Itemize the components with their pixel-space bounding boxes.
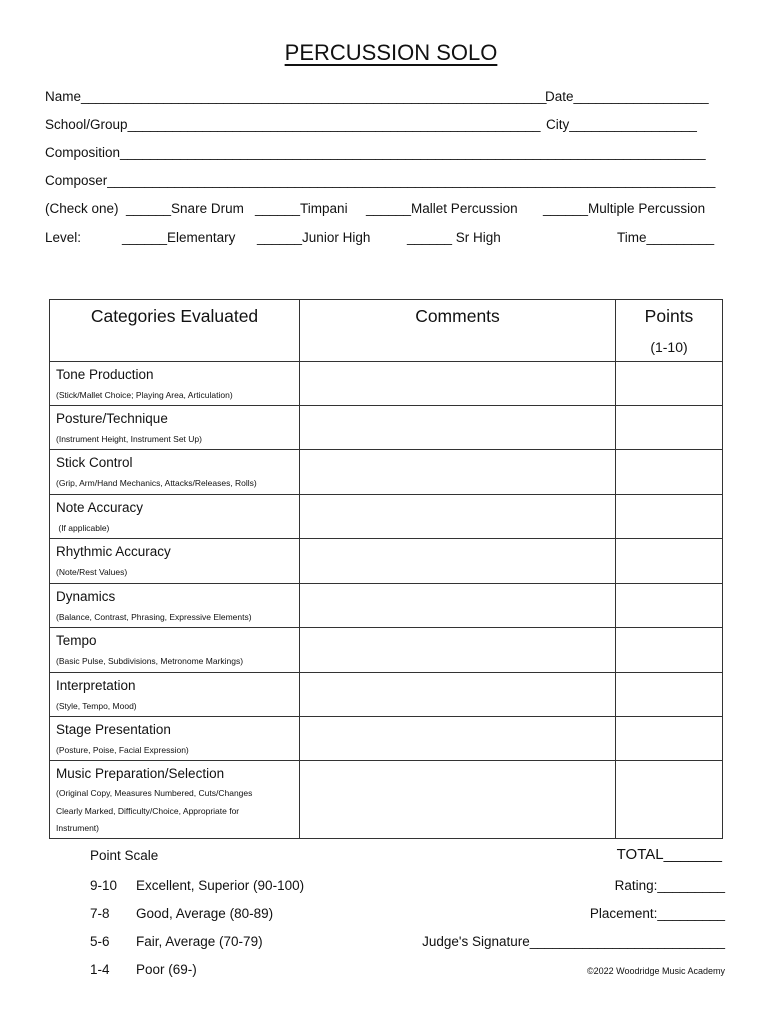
category-desc: (Instrument Height, Instrument Set Up) [56, 434, 202, 444]
option-timpani[interactable]: ______Timpani [255, 201, 348, 216]
composition-label: Composition [45, 145, 121, 160]
header-comments: Comments [300, 300, 616, 362]
city-line: _________________ [569, 117, 697, 132]
category-desc: (Balance, Contrast, Phrasing, Expressive Elements) [56, 612, 252, 622]
level-elementary[interactable]: ______Elementary [122, 230, 236, 245]
table-row [50, 673, 723, 717]
school-label: School/Group [45, 117, 128, 132]
category-desc: (If applicable) [56, 523, 110, 533]
scale-label: Excellent, Superior (90-100) [136, 878, 305, 893]
comments-cell[interactable] [300, 406, 616, 450]
comments-cell[interactable] [300, 539, 616, 584]
comments-cell[interactable] [300, 717, 616, 761]
comments-cell[interactable] [300, 761, 616, 839]
category-cell [50, 539, 300, 584]
header-categories: Categories Evaluated [50, 300, 300, 362]
category-name: Posture/Technique [56, 411, 168, 426]
scale-range: 5-6 [90, 934, 110, 949]
category-desc: (Posture, Poise, Facial Expression) [56, 745, 189, 755]
composer-label: Composer [45, 173, 108, 188]
table-row [50, 450, 723, 495]
date-label: Date [545, 89, 574, 104]
name-line: ______________________________________________________________ [81, 89, 547, 104]
time-label: Time [617, 230, 647, 245]
city-label: City [546, 117, 570, 132]
scale-label: Poor (69-) [136, 962, 197, 977]
points-cell[interactable] [616, 450, 723, 495]
points-cell[interactable] [616, 761, 723, 839]
table-row [50, 406, 723, 450]
level-label: Level: [45, 230, 82, 245]
composer-field[interactable] [45, 173, 715, 188]
points-cell[interactable] [616, 539, 723, 584]
level-junior-high[interactable]: ______Junior High [257, 230, 371, 245]
time-field[interactable] [617, 230, 714, 245]
judge-signature-field[interactable]: Judge's Signature__________________________ [422, 934, 725, 949]
comments-cell[interactable] [300, 495, 616, 539]
city-field[interactable] [546, 117, 697, 132]
check-label: (Check one) [45, 201, 119, 216]
points-cell[interactable] [616, 628, 723, 673]
scale-range: 1-4 [90, 962, 110, 977]
level-sr-high[interactable]: ______ Sr High [407, 230, 501, 245]
category-name: Music Preparation/Selection [56, 766, 225, 781]
category-name: Stick Control [56, 455, 133, 470]
category-cell [50, 584, 300, 628]
scale-range: 9-10 [90, 878, 118, 893]
category-desc: (Note/Rest Values) [56, 567, 128, 577]
option-multiple-percussion[interactable]: ______Multiple Percussion [543, 201, 706, 216]
comments-cell[interactable] [300, 362, 616, 406]
comments-cell[interactable] [300, 450, 616, 495]
table-row [50, 628, 723, 673]
category-name: Rhythmic Accuracy [56, 544, 171, 559]
rating-field[interactable]: Rating:_________ [614, 878, 725, 893]
school-line: _______________________________________________________ [127, 117, 541, 132]
scale-label: Good, Average (80-89) [136, 906, 274, 921]
category-name: Dynamics [56, 589, 116, 604]
total-field[interactable]: TOTAL_______ [616, 846, 722, 863]
category-name: Tempo [56, 633, 97, 648]
header-points [616, 300, 723, 362]
category-cell [50, 362, 300, 406]
category-desc: (Original Copy, Measures Numbered, Cuts/Changes Clearly Marked, Difficulty/Choice, Appropriate for Instrument) [56, 788, 253, 833]
name-label: Name [45, 89, 82, 104]
table-row [50, 761, 723, 839]
header-points-label: Points [644, 306, 694, 326]
table-row [50, 495, 723, 539]
category-name: Note Accuracy [56, 500, 144, 515]
page-title: PERCUSSION SOLO [284, 40, 498, 65]
composer-line: _________________________________________________________________________________ [107, 173, 716, 188]
placement-field[interactable]: Placement:_________ [589, 906, 725, 921]
table-row [50, 584, 723, 628]
composition-field[interactable] [45, 145, 706, 160]
time-line: _________ [646, 230, 715, 245]
category-cell [50, 495, 300, 539]
option-snare-drum[interactable]: ______Snare Drum [126, 201, 244, 216]
scale-label: Fair, Average (70-79) [136, 934, 263, 949]
table-row [50, 539, 723, 584]
category-cell [50, 761, 300, 839]
date-field[interactable] [545, 89, 709, 104]
category-desc: (Grip, Arm/Hand Mechanics, Attacks/Releases, Rolls) [56, 478, 257, 488]
name-field[interactable] [45, 89, 547, 104]
scale-range: 7-8 [90, 906, 110, 921]
category-name: Interpretation [56, 678, 136, 693]
comments-cell[interactable] [300, 673, 616, 717]
comments-cell[interactable] [300, 584, 616, 628]
points-cell[interactable] [616, 673, 723, 717]
category-cell [50, 673, 300, 717]
category-cell [50, 450, 300, 495]
category-desc: (Stick/Mallet Choice; Playing Area, Articulation) [56, 390, 233, 400]
evaluation-table [49, 299, 723, 839]
category-desc: (Basic Pulse, Subdivisions, Metronome Markings) [56, 656, 244, 666]
points-range: (1-10) [650, 339, 688, 355]
option-mallet-percussion[interactable]: ______Mallet Percussion [366, 201, 518, 216]
category-name: Tone Production [56, 367, 154, 382]
points-cell[interactable] [616, 406, 723, 450]
date-line: __________________ [573, 89, 709, 104]
comments-cell[interactable] [300, 628, 616, 673]
category-cell [50, 717, 300, 761]
points-cell[interactable] [616, 362, 723, 406]
points-cell[interactable] [616, 584, 723, 628]
point-scale-title: Point Scale [90, 848, 159, 863]
composition-line: ______________________________________________________________________________ [120, 145, 706, 160]
category-name: Stage Presentation [56, 722, 171, 737]
table-row [50, 717, 723, 761]
table-header-row [50, 300, 723, 362]
points-cell[interactable] [616, 495, 723, 539]
category-desc: (Style, Tempo, Mood) [56, 701, 137, 711]
school-field[interactable] [45, 117, 541, 132]
copyright: ©2022 Woodridge Music Academy [586, 966, 725, 976]
points-cell[interactable] [616, 717, 723, 761]
table-row [50, 362, 723, 406]
category-cell [50, 628, 300, 673]
category-cell [50, 406, 300, 450]
